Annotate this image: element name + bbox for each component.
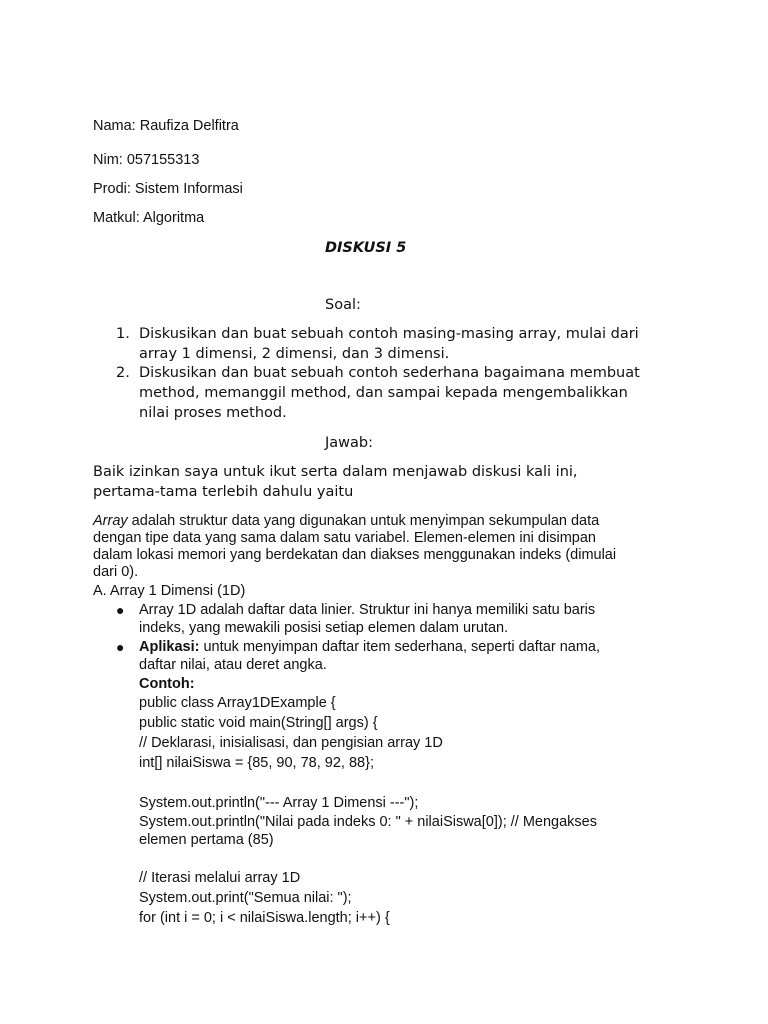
course-name: Matkul: Algoritma <box>93 210 205 226</box>
question-line: array 1 dimensi, 2 dimensi, dan 3 dimensi. <box>139 346 450 362</box>
definition-line: dengan tipe data yang sama dalam satu variabel. Elemen-elemen ini disimpan <box>93 530 596 546</box>
code-line: // Deklarasi, inisialisasi, dan pengisian array 1D <box>139 735 443 751</box>
code-line: System.out.println("--- Array 1 Dimensi ---"); <box>139 795 419 811</box>
code-line: // Iterasi melalui array 1D <box>139 870 301 886</box>
bullet-item: ● Aplikasi: untuk menyimpan daftar item sederhana, seperti daftar nama, daftar nilai, atau deret angka. <box>116 639 601 673</box>
bullet-dot-icon: ● <box>116 602 125 618</box>
question-line: method, memanggil method, dan sampai kepada mengembalikkan <box>139 385 628 401</box>
bullet-dot-icon: ● <box>116 639 125 655</box>
definition-term: Array <box>93 513 128 529</box>
bullet-bold-label: Aplikasi: <box>139 639 200 655</box>
student-nim: Nim: 057155313 <box>93 152 200 168</box>
jawab-label: Jawab: <box>325 435 373 451</box>
question-number: 1. <box>116 326 130 342</box>
code-line: System.out.println("Nilai pada indeks 0: " + nilaiSiswa[0]); // Mengakses <box>139 814 597 830</box>
code-line: int[] nilaiSiswa = {85, 90, 78, 92, 88}; <box>139 755 374 771</box>
document-title: DISKUSI 5 <box>325 240 407 256</box>
contoh-label: Contoh: <box>139 676 195 692</box>
question-number: 2. <box>116 365 130 381</box>
student-name: Nama: Raufiza Delfitra <box>93 118 239 134</box>
question-line: Diskusikan dan buat sebuah contoh masing-masing array, mulai dari <box>139 326 639 342</box>
question-item <box>93 324 693 363</box>
code-line: public static void main(String[] args) { <box>139 715 378 731</box>
intro-line: pertama-tama terlebih dahulu yaitu <box>93 484 354 500</box>
definition-line: dalam lokasi memori yang berdekatan dan diakses menggunakan indeks (dimulai <box>93 547 617 563</box>
question-line: nilai proses method. <box>139 405 287 421</box>
code-line: for (int i = 0; i < nilaiSiswa.length; i++) { <box>139 910 390 926</box>
code-line: System.out.print("Semua nilai: "); <box>139 890 352 906</box>
intro-line: Baik izinkan saya untuk ikut serta dalam menjawab diskusi kali ini, <box>93 464 578 480</box>
bullet-item: ● Array 1D adalah daftar data linier. Struktur ini hanya memiliki satu baris indeks, yang mewakili posisi setiap elemen dalam urutan. <box>116 602 596 636</box>
section-heading-1d: A. Array 1 Dimensi (1D) <box>93 583 246 599</box>
definition-line: Array adalah struktur data yang digunakan untuk menyimpan sekumpulan data <box>93 513 600 529</box>
question-line: Diskusikan dan buat sebuah contoh sederhana bagaimana membuat <box>139 365 640 381</box>
study-program: Prodi: Sistem Informasi <box>93 181 243 197</box>
code-line: elemen pertama (85) <box>139 832 274 848</box>
question-list <box>93 324 693 423</box>
soal-label: Soal: <box>325 297 361 313</box>
code-line: public class Array1DExample { <box>139 695 336 711</box>
question-item <box>93 363 693 423</box>
definition-line: dari 0). <box>93 564 139 580</box>
